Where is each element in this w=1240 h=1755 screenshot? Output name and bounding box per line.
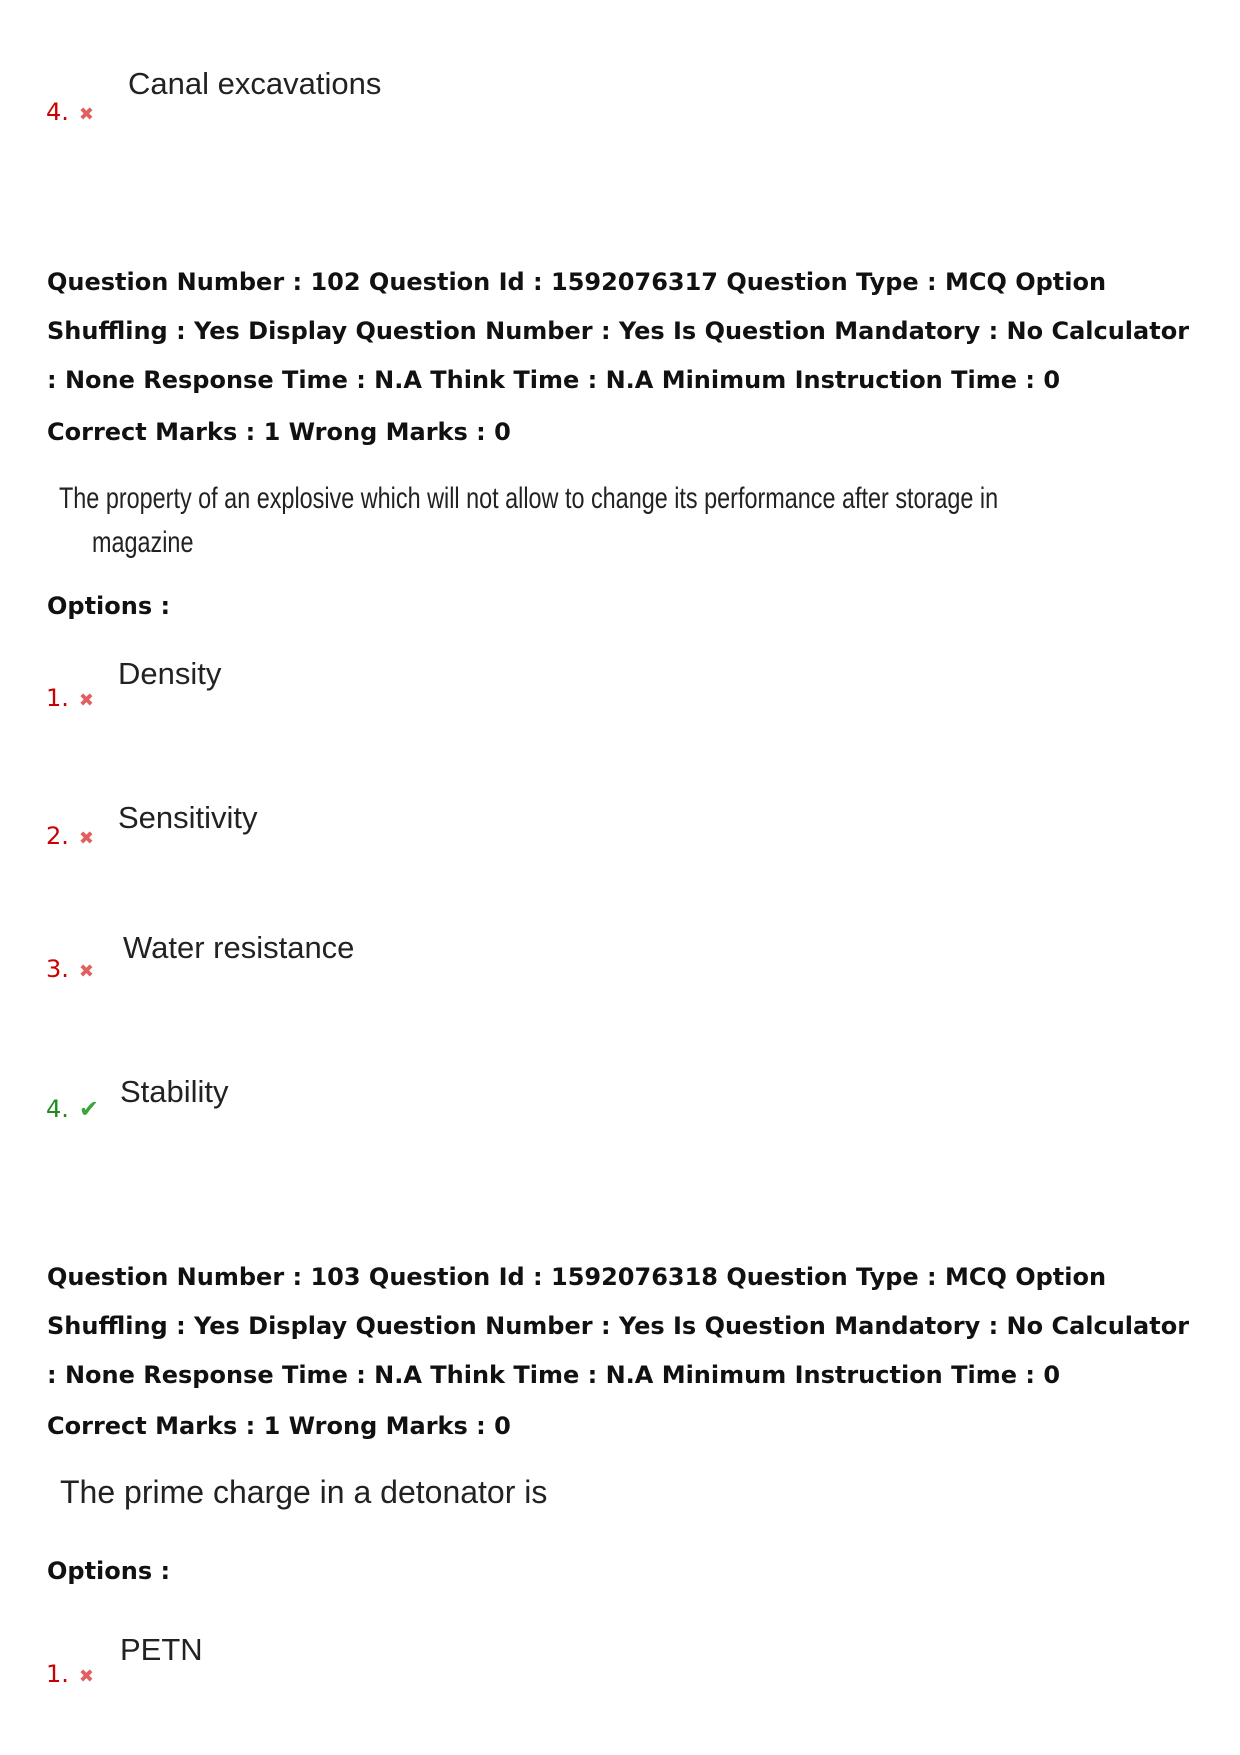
option-number: 2. bbox=[46, 822, 69, 850]
options-label: Options : bbox=[47, 592, 171, 620]
check-icon: ✔ bbox=[78, 1095, 100, 1123]
option-3 bbox=[46, 955, 94, 983]
cross-icon: ✖ bbox=[78, 961, 94, 982]
cross-icon: ✖ bbox=[78, 828, 94, 849]
option-text: Density bbox=[118, 656, 222, 691]
option-text: Stability bbox=[120, 1074, 229, 1109]
cross-icon: ✖ bbox=[78, 690, 94, 711]
option-number: 4. bbox=[46, 98, 69, 126]
question-meta-103: Question Number : 103 Question Id : 1592076318 Question Type : MCQ Option Shuffling : Yes Display Question Number : Yes Is Question Mandatory : No Calculator : None Response Time : N.A Think Time : N.A Minimum Instruction Time : 0 bbox=[47, 1263, 1190, 1389]
option-text: Water resistance bbox=[123, 930, 355, 965]
question-marks-102: Correct Marks : 1 Wrong Marks : 0 bbox=[47, 418, 511, 446]
option-2 bbox=[46, 822, 94, 850]
option-prev-4 bbox=[46, 98, 94, 126]
option-1 bbox=[46, 1660, 94, 1688]
question-text-line1: The property of an explosive which will not allow to change its performance after storage in bbox=[59, 482, 999, 515]
option-number: 4. bbox=[46, 1095, 69, 1123]
option-number: 3. bbox=[46, 955, 69, 983]
option-4 bbox=[46, 1095, 99, 1123]
cross-icon: ✖ bbox=[78, 104, 94, 125]
option-text: Canal excavations bbox=[128, 66, 382, 101]
question-text-line2: magazine bbox=[92, 526, 194, 559]
option-number: 1. bbox=[46, 684, 69, 712]
option-number: 1. bbox=[46, 1660, 69, 1688]
option-text: Sensitivity bbox=[118, 800, 258, 835]
cross-icon: ✖ bbox=[78, 1666, 94, 1687]
options-label: Options : bbox=[47, 1557, 171, 1585]
question-text-line1: The prime charge in a detonator is bbox=[60, 1474, 548, 1510]
option-text: PETN bbox=[120, 1632, 203, 1667]
question-meta-102: Question Number : 102 Question Id : 1592076317 Question Type : MCQ Option Shuffling : Yes Display Question Number : Yes Is Question Mandatory : No Calculator : None Response Time : N.A Think Time : N.A Minimum Instruction Time : 0 bbox=[47, 268, 1190, 394]
question-marks-103: Correct Marks : 1 Wrong Marks : 0 bbox=[47, 1412, 511, 1440]
option-1 bbox=[46, 684, 94, 712]
